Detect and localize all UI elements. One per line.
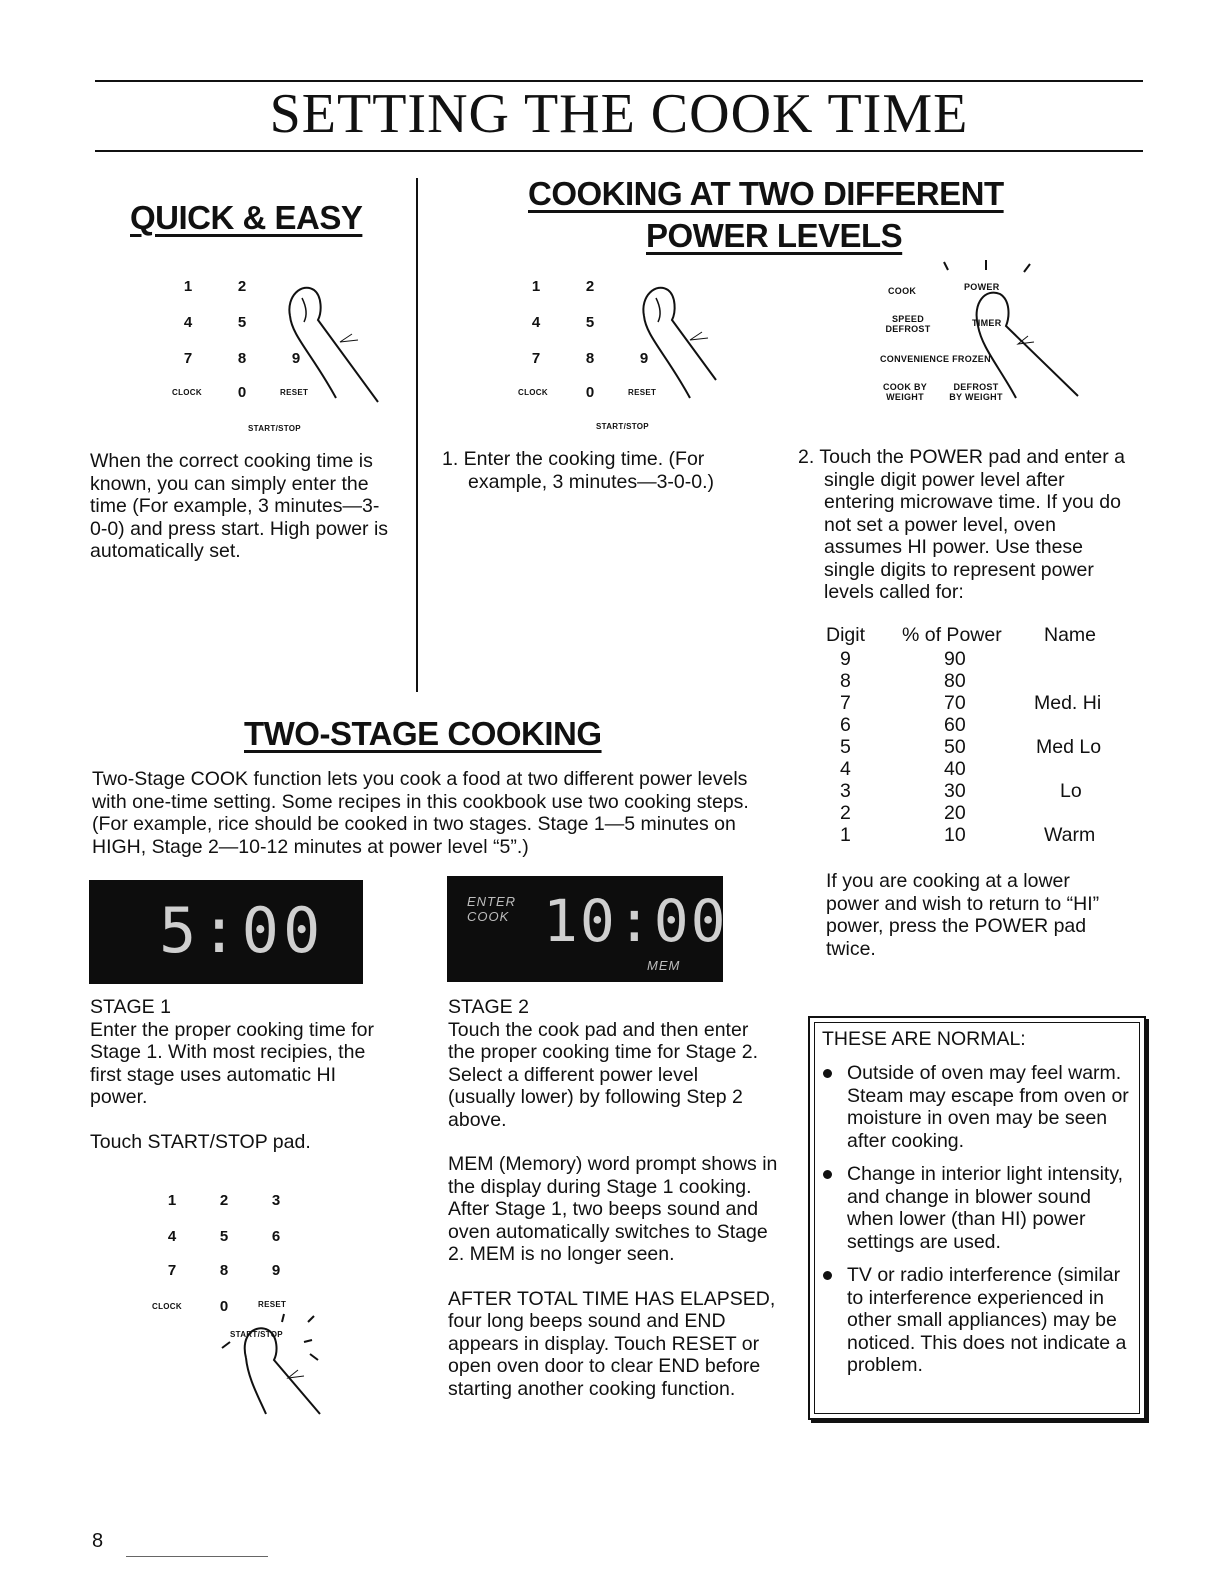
table-row (826, 648, 1126, 670)
normal-conditions-box (808, 1016, 1146, 1420)
cell-percent: 40 (944, 758, 966, 780)
key-1: 1 (183, 278, 193, 295)
col-percent-header: % of Power (902, 624, 1002, 646)
display-enter-label: ENTER (467, 894, 517, 909)
table-row (826, 692, 1126, 714)
key-7: 7 (167, 1262, 177, 1279)
step-1-text: 1. Enter the cooking time. (For example, 3 minutes—3-0-0.) (442, 448, 715, 493)
key-9: 9 (271, 1262, 281, 1279)
stage1-title: STAGE 1 (90, 996, 171, 1018)
step-2-text: 2. Touch the POWER pad and enter a single digit power level after entering microwave time. If you do not set a power level, oven assumes HI power. Use these single digits to represent power levels called for: (798, 446, 1126, 603)
normal-box-header: THESE ARE NORMAL: (822, 1028, 1026, 1050)
display-mem-label: MEM (647, 958, 681, 973)
footer-rule (126, 1556, 268, 1557)
quick-easy-heading: QUICK & EASY (130, 199, 363, 236)
key-9: 9 (639, 350, 649, 367)
key-start-stop: START/STOP (248, 424, 301, 433)
key-3: 3 (271, 1192, 281, 1209)
list-item-text: TV or radio interference (similar to interference experienced in other small appliances) may be noticed. This does not indicate a problem. (847, 1264, 1127, 1376)
key-7: 7 (531, 350, 541, 367)
table-header (826, 624, 1126, 646)
cell-digit: 8 (840, 670, 851, 692)
key-1: 1 (531, 278, 541, 295)
cell-digit: 7 (840, 692, 851, 714)
stage2-after-text: AFTER TOTAL TIME HAS ELAPSED, four long beeps sound and END appears in display. Touch RESET or open oven door to clear END before starting another cooking function. (448, 1287, 776, 1400)
list-item-text: Outside of oven may feel warm. Steam may escape from oven or moisture in oven may be seen after cooking. (847, 1062, 1129, 1152)
key-5: 5 (219, 1228, 229, 1245)
key-5: 5 (237, 314, 247, 331)
pad-defrost-by-weight: DEFROST BY WEIGHT (949, 382, 1003, 402)
cell-percent: 20 (944, 802, 966, 824)
key-reset: RESET (628, 388, 657, 397)
cell-percent: 70 (944, 692, 966, 714)
col-digit-header: Digit (826, 624, 866, 646)
key-start-stop: START/STOP (230, 1330, 283, 1339)
two-stage-heading: TWO-STAGE COOKING (244, 715, 602, 752)
page-title: SETTING THE COOK TIME (269, 83, 969, 145)
key-0: 0 (237, 384, 247, 401)
key-4: 4 (531, 314, 541, 331)
key-8: 8 (237, 350, 247, 367)
stage1-section (90, 996, 390, 1153)
cell-digit: 1 (840, 824, 851, 846)
key-8: 8 (585, 350, 595, 367)
display-stage2-time: 10:00 (543, 887, 728, 955)
stage2-section (448, 996, 788, 1400)
table-row (826, 780, 1126, 802)
key-clock: CLOCK (152, 1302, 182, 1311)
key-2: 2 (237, 278, 247, 295)
finger-press-icon (930, 256, 1090, 406)
power-level-table (826, 624, 1126, 854)
display-stage1-time: 5:00 (159, 894, 325, 967)
two-levels-heading-line2: POWER LEVELS (646, 217, 903, 254)
stage1-text: Enter the proper cooking time for Stage 1. With most recipies, the first stage uses automatic HI power. (90, 1018, 374, 1108)
key-8: 8 (219, 1262, 229, 1279)
col-name-header: Name (1044, 624, 1097, 646)
list-item (810, 1264, 1137, 1377)
title-bottom-rule (95, 150, 1143, 152)
cell-name: Lo (1060, 780, 1082, 802)
key-7: 7 (183, 350, 193, 367)
key-4: 4 (167, 1228, 177, 1245)
bullet-icon (823, 1271, 832, 1280)
key-9: 9 (291, 350, 301, 367)
cell-name: Warm (1044, 824, 1096, 846)
key-0: 0 (219, 1298, 229, 1315)
key-6: 6 (271, 1228, 281, 1245)
cell-digit: 6 (840, 714, 851, 736)
bullet-icon (823, 1170, 832, 1179)
cell-percent: 80 (944, 670, 966, 692)
table-row (826, 758, 1126, 780)
cell-digit: 5 (840, 736, 851, 758)
table-row (826, 670, 1126, 692)
cell-name: Med. Hi (1034, 692, 1102, 714)
cell-percent: 60 (944, 714, 966, 736)
cell-digit: 9 (840, 648, 851, 670)
column-divider (416, 178, 418, 692)
key-4: 4 (183, 314, 193, 331)
finger-press-icon (282, 276, 382, 406)
finger-press-icon (200, 1310, 340, 1420)
cell-percent: 50 (944, 736, 966, 758)
cell-percent: 30 (944, 780, 966, 802)
key-0: 0 (585, 384, 595, 401)
two-stage-intro: Two-Stage COOK function lets you cook a food at two different power levels with one-time setting. Some recipes in this cookbook use two cooking steps. (For example, rice should be cooked in two stages. Stage 1—5 minutes on HIGH, Stage 2—10-12 minutes at power level “5”.) (92, 768, 749, 858)
pad-cook: COOK (888, 286, 917, 296)
stage2-mem-text: MEM (Memory) word prompt shows in the display during Stage 1 cooking. After Stage 1, two beeps sound and oven automatically switches to Stage 2. MEM is no longer seen. (448, 1153, 778, 1265)
cell-name: Med Lo (1036, 736, 1102, 758)
cell-digit: 4 (840, 758, 851, 780)
stage2-title: STAGE 2 (448, 996, 529, 1018)
key-clock: CLOCK (518, 388, 548, 397)
finger-press-icon (636, 276, 736, 406)
bullet-icon (823, 1069, 832, 1078)
return-hi-text: If you are cooking at a lower power and wish to return to “HI” power, press the POWER pad twice. (826, 870, 1100, 960)
pad-speed-defrost: SPEED DEFROST (885, 314, 931, 334)
key-clock: CLOCK (172, 388, 202, 397)
pad-power: POWER (964, 282, 1000, 292)
cell-digit: 3 (840, 780, 851, 802)
cell-percent: 90 (944, 648, 966, 670)
pad-convenience-frozen: CONVENIENCE FROZEN (880, 354, 991, 364)
key-start-stop: START/STOP (596, 422, 649, 431)
cell-digit: 2 (840, 802, 851, 824)
page-number: 8 (92, 1530, 104, 1552)
key-reset: RESET (280, 388, 309, 397)
key-reset: RESET (258, 1300, 287, 1309)
list-item (810, 1163, 1137, 1253)
pad-cook-by-weight: COOK BY WEIGHT (882, 382, 928, 402)
table-row (826, 824, 1126, 846)
list-item (810, 1062, 1137, 1152)
normal-list (810, 1062, 1137, 1388)
display-cook-label: COOK (467, 909, 510, 924)
display-stage1 (89, 880, 363, 984)
table-row (826, 736, 1126, 758)
stage2-text: Touch the cook pad and then enter the proper cooking time for Stage 2. Select a different power level (usually lower) by following Step 2 above. (448, 1018, 759, 1131)
quick-easy-text: When the correct cooking time is known, you can simply enter the time (For example, 3 minutes—3-0-0) and press start. High power is automatically set. (90, 450, 389, 562)
cell-percent: 10 (944, 824, 966, 846)
key-1: 1 (167, 1192, 177, 1209)
display-stage2 (447, 876, 728, 982)
table-row (826, 802, 1126, 824)
two-levels-heading-line1: COOKING AT TWO DIFFERENT (528, 175, 1004, 212)
pad-timer: TIMER (972, 318, 1002, 328)
key-2: 2 (585, 278, 595, 295)
table-row (826, 714, 1126, 736)
key-5: 5 (585, 314, 595, 331)
key-2: 2 (219, 1192, 229, 1209)
stage1-touch: Touch START/STOP pad. (90, 1130, 311, 1153)
list-item-text: Change in interior light intensity, and change in blower sound when lower (than HI) power settings are used. (847, 1163, 1124, 1253)
